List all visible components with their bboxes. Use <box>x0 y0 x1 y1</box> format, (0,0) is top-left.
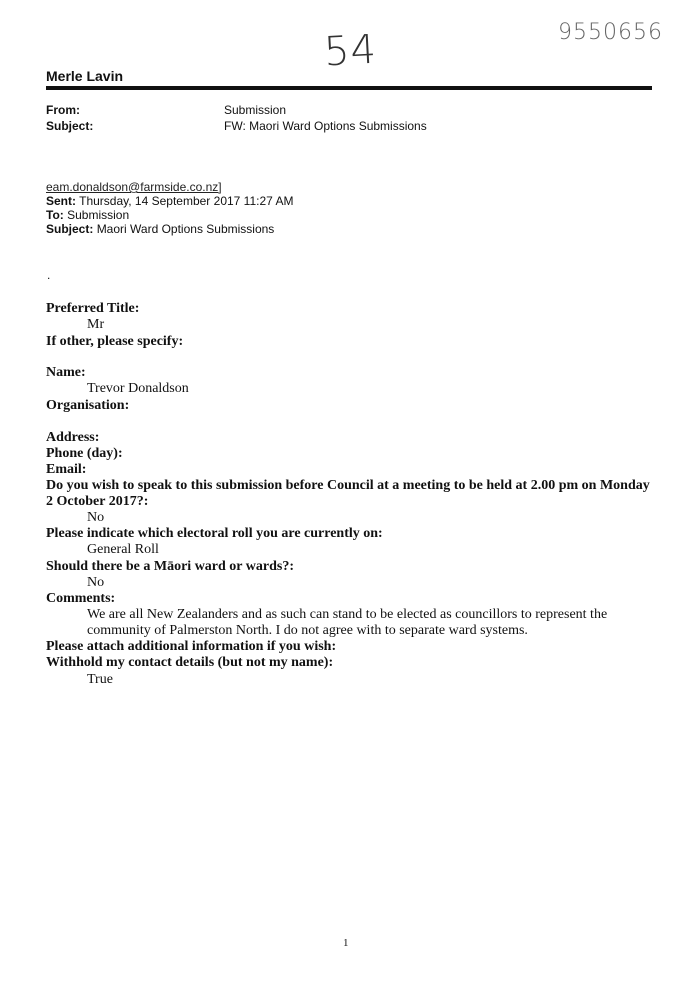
forwarded-subject-line <box>46 222 274 236</box>
subject-value: FW: Maori Ward Options Submissions <box>224 119 427 133</box>
name-label: Name: <box>46 365 86 380</box>
forwarded-subject-label: Subject: <box>46 222 94 236</box>
handwritten-page-number: 54 <box>322 26 379 76</box>
from-label: From: <box>46 103 80 117</box>
name-value: Trevor Donaldson <box>87 381 189 396</box>
to-label: To: <box>46 208 64 222</box>
sender-name: Merle Lavin <box>46 68 124 84</box>
organisation-label: Organisation: <box>46 398 130 413</box>
forwarded-subject-value: Maori Ward Options Submissions <box>96 222 275 236</box>
other-specify-label: If other, please specify: <box>46 334 184 349</box>
subject-label: Subject: <box>46 119 94 133</box>
header-rule <box>46 86 652 90</box>
preferred-title-label: Preferred Title: <box>46 301 140 316</box>
sent-value: Thursday, 14 September 2017 11:27 AM <box>79 194 294 208</box>
handwritten-document-id: 9550656 <box>558 20 663 45</box>
speak-question: Do you wish to speak to this submission before Council at a meeting to be held at 2.00 pm on Monday 2 October 2017?: <box>46 478 650 509</box>
sent-label: Sent: <box>46 194 76 208</box>
preferred-title-value: Mr <box>87 317 105 332</box>
electoral-roll-answer: General Roll <box>87 542 159 557</box>
attach-info-label: Please attach additional information if you wish: <box>46 639 337 654</box>
forwarded-sent-line <box>46 194 293 208</box>
maori-ward-question: Should there be a Māori ward or wards?: <box>46 559 294 574</box>
address-label: Address: <box>46 430 100 445</box>
withhold-details-label: Withhold my contact details (but not my name): <box>46 655 334 670</box>
page-number: 1 <box>343 937 349 949</box>
electoral-roll-question: Please indicate which electoral roll you are currently on: <box>46 526 383 541</box>
bullet-dot: . <box>47 268 51 282</box>
email-label: Email: <box>46 462 87 477</box>
maori-ward-answer: No <box>87 575 105 590</box>
forwarded-email-link[interactable]: eam.donaldson@farmside.co.nz] <box>46 180 222 194</box>
phone-label: Phone (day): <box>46 446 123 461</box>
to-value: Submission <box>67 208 130 222</box>
withhold-details-value: True <box>87 672 113 687</box>
speak-answer: No <box>87 510 105 525</box>
comments-text: We are all New Zealanders and as such can stand to be elected as councillors to represent the community of Palmerston North. I do not agree with to separate ward systems. <box>87 607 608 638</box>
from-value: Submission <box>224 103 287 117</box>
comments-label: Comments: <box>46 591 116 606</box>
forwarded-to-line <box>46 208 129 222</box>
